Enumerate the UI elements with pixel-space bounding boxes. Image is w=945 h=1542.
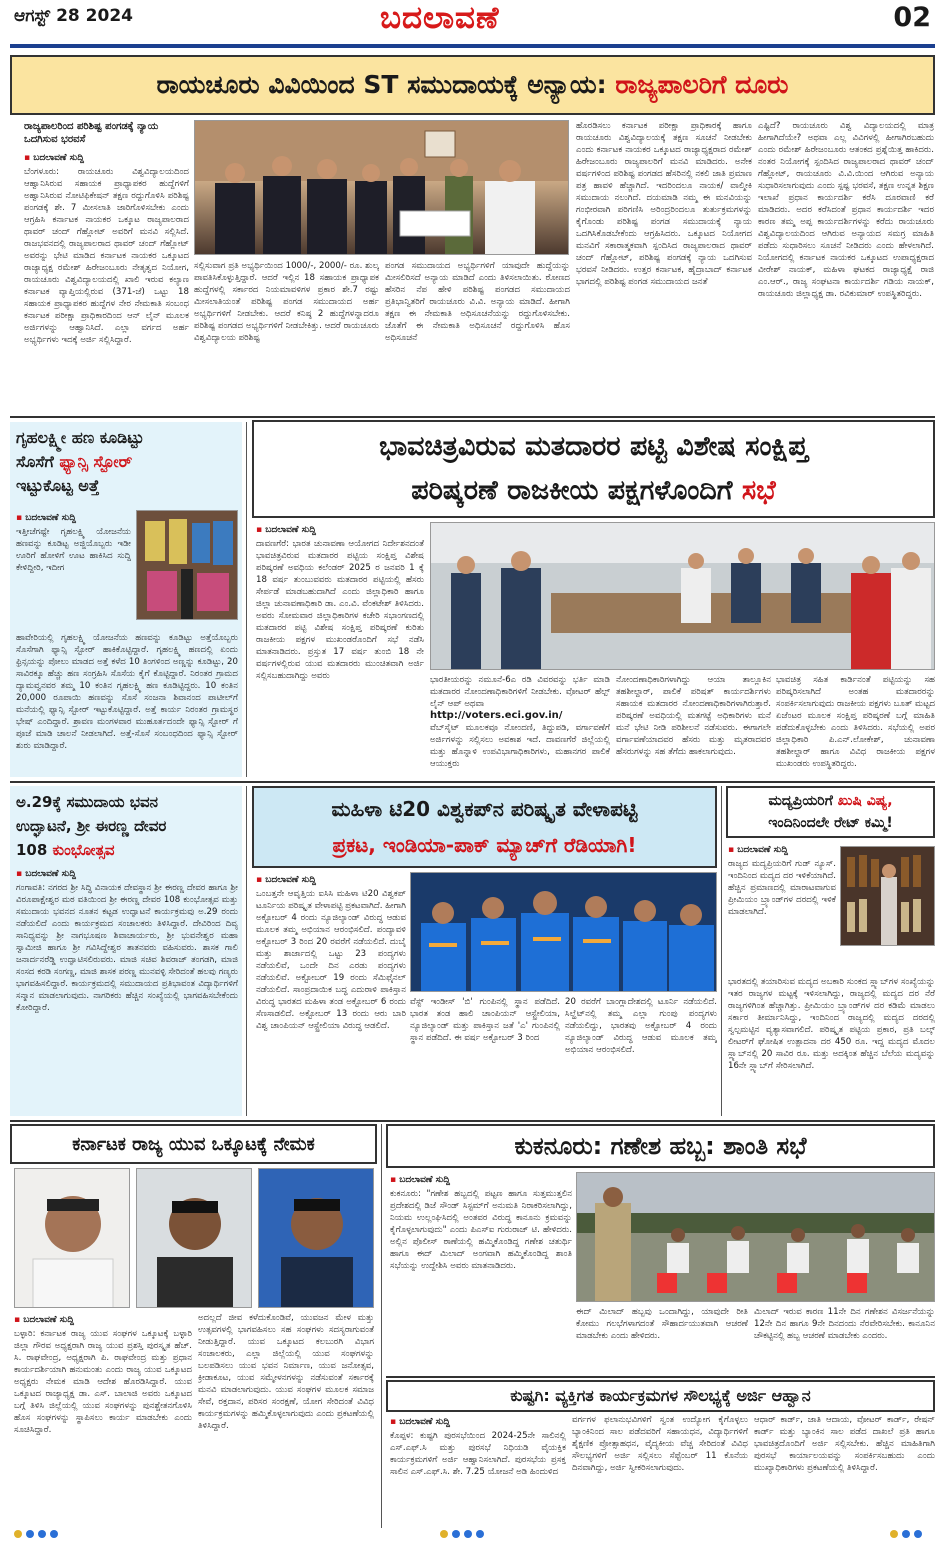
story6-lead-text: ರಾಜ್ಯದ ಮದ್ಯಪ್ರಿಯರಿಗೆ ಗುಡ್ ನ್ಯೂಸ್. ಇಂದಿನಿಂದ ಮದ್ಯದ ದರ ಇಳಿಕೆಯಾಗಿದೆ. ಹೆಚ್ಚಿನ ಪ್ರಮಾಣದಲ್ಲಿ ಮಾರಾಟವಾಗುವ ಪ್ರೀಮಿಯಂ ಬ್ರ್ಯಾಂಡ್‌ಗಳ ದರದಲ್ಲಿ ಇಳಿಕೆ ಮಾಡಲಾಗಿದೆ. (728, 859, 836, 917)
story3-byline: ▪ ಬದಲಾವಣೆ ಸುದ್ದಿ (256, 524, 424, 536)
liquor-shop-photo (840, 846, 935, 946)
story4 (10, 786, 242, 1116)
story5-headline-line2: ಪ್ರಕಟ, ಇಂಡಿಯಾ-ಪಾಕ್ ಮ್ಯಾಚ್‌ಗೆ ರೆಡಿಯಾಗಿ! (332, 833, 637, 857)
story4-byline: ▪ ಬದಲಾವಣೆ ಸುದ್ದಿ (16, 868, 238, 880)
story6-headline-accent: ಖುಷಿ ವಿಷ್ಯ, (837, 793, 893, 809)
story8-column-3: ಮಿಲಾದ್ ಇರುವ ಕಾರಣ 11ನೇ ದಿನ ಗಣೇಶನ ವಿಸರ್ಜನೆಯನ್ನು 12ನೇ ದಿನ ಹಾಗೂ 9ನೇ ದಿನದಂದು ನೆರವೇರಿಸಬೇಕು. ಕಾನೂನಿನ ಚೌಕಟ್ಟಿನಲ್ಲಿ ಹಬ್ಬ ಆಚರಣೆ ಮಾಡಬೇಕು ಎಂದರು. (754, 1307, 935, 1341)
story1-byline: ▪ ಬದಲಾವಣೆ ಸುದ್ದಿ (24, 152, 189, 164)
story1-column-5: ಎಷ್ಟಿದೆ? ರಾಯಚೂರು ವಿಶ್ವ ವಿದ್ಯಾಲಯದಲ್ಲಿ ಮಾತ್ರ ಹೀಗಾಗಿದೆಯೇ? ಅಥವಾ ಎಲ್ಲ ವಿವಿಗಳಲ್ಲಿ ಹೀಗಾಗಿರಬಹುದು ಎಂದು ರಮೇಶ್ ಹಿರೇಜಂಬೂರು ಆತಂಕದ ಪ್ರಶ್ನೆಯಿತ್ತ ಹಾಕಿದರು. ನಂತರ ನಿಯೋಗಕ್ಕೆ ಸ್ಪಂದಿಸಿದ ರಾಜ್ಯಪಾಲರಾದ ಥಾವರ್ ಚಂದ್ ಗೆಹ್ಲೋಟ್, ರಾಯಚೂರು ವಿ.ವಿ.ಯಿಂದ ಆಗಿರುವ ಅನ್ಯಾಯ ಸುಧಾರಿಸಲಾಗುವುದು ಎಂದು ಸ್ಪಷ್ಟ ಭರವಸೆ, ತಕ್ಷಣ ಉನ್ನತ ಶಿಕ್ಷಣ ಇಲಾಖೆ ಪ್ರಧಾನ ಕಾರ್ಯದರ್ಶಿ ಕರೆಸಿ ದೂರವಾಣಿ ಕರೆ ಮಾಡಿದರು. ಅದರ ಕರೆಸಿದಂತೆ ಪ್ರಧಾನ ಕಾರ್ಯದರ್ಶಿ ಇದರ ಕಾರಣ ತಮ್ಮ ಅಪ್ಪ ಕಾರ್ಯದರ್ಶಿಗಳನ್ನು ಕರೆದು ರಾಯಚೂರು ವಿಶ್ವವಿದ್ಯಾಲಯದಿಂದ ಆಗಿರುವ ಅನ್ಯಾಯದ ಸಮಗ್ರ ಮಾಹಿತಿ ಪಡೆದು ಸುಧಾರಿಸಲು ಸೂಚನೆ ನೀಡಿದರು ಎಂದು ಹೇಳಲಾಗಿದೆ. ನಿಯೋಗದಲ್ಲಿ ಕರ್ನಾಟಕ ನಾಯಕರ ಒಕ್ಕೂಟದ ಉಪಾಧ್ಯಕ್ಷರಾದ ವೀರೇಶ್ ನಾಯಕ್, ಮಹಿಳಾ ಘಟಕದ ರಾಜ್ಯಾಧ್ಯಕ್ಷೆ ರಾಜಿ ಎಂ.ಆರ್., ರಾಜ್ಯ ಸಂಘಟನಾ ಕಾರ್ಯದರ್ಶಿ ಗಡಿಯ ನಾಯಕ್, ರಾಯಚೂರು ಜಿಲ್ಲಾಧ್ಯಕ್ಷ ಡಾ. ರವಿಕುಮಾರ್ ಉಪಸ್ಥಿತರಿದ್ದರು. (758, 121, 934, 299)
story3-mid-text-2: ವೆಬ್‌ಸೈಟ್ ಮೂಲಕವೂ ನೋಂದಣಿ, ತಿದ್ದುಪಡಿ, ವರ್ಗಾವಣೆಗೆ ಅರ್ಜಿಗಳನ್ನು ಸಲ್ಲಿಸಲು ಅವಕಾಶ ಇದೆ. ದಾವಣಗೆರೆ ಜಿಲ್ಲೆಯಲ್ಲಿ ಮತ್ತು ಹೊನ್ನಾಳಿ ಉಪವಿಭಾಗಾಧಿಕಾರಿಗಳು, ಮಹಾನಗರ ಪಾಲಿಕೆ ಆಯುಕ್ತರು (430, 723, 610, 769)
story6-headline-line2: ಇಂದಿನಿಂದಲೇ ರೇಟ್ ಕಮ್ಮಿ! (768, 815, 893, 831)
story1-column-2: ಸಲ್ಲಿಸುವಾಗ ಪ್ರತಿ ಅಭ್ಯರ್ಥಿಯಿಂದ 1000/-, 2000/- ರೂ. ಶುಲ್ಕ ಪಾವತಿಸಿಕೊಳ್ಳುತ್ತಿದ್ದಾರೆ. ಆದರೆ ಇಲ್ಲಿನ 18 ಸಹಾಯಕ ಪ್ರಾಧ್ಯಾಪಕ ಹುದ್ದೆಗಳಲ್ಲಿ ಸರ್ಕಾರದ ನಿಯಮಾವಳಿಗಳ ಪ್ರಕಾರ ಶೇ.7 ರಷ್ಟು ಮೀಸಲಾತಿಯಂತೆ ಪರಿಶಿಷ್ಟ ಪಂಗಡ ಸಮುದಾಯದ ಅರ್ಹ ಅಭ್ಯರ್ಥಿಗಳಿಗೆ ನೀಡಬೇಕು. ಆದರೆ ಕನಿಷ್ಠ 2 ಹುದ್ದೆಗಳನ್ನಾದರೂ ಪರಿಶಿಷ್ಟ ಪಂಗಡದ ಅಭ್ಯರ್ಥಿಗಳಿಗೆ ನೀಡಬೇಕಿತ್ತು. ಆದರೆ ರಾಯಚೂರು ವಿಶ್ವವಿದ್ಯಾಲಯ ಪರಿಶಿಷ್ಟ (194, 261, 379, 343)
section-divider (10, 416, 935, 418)
story6-body: ಭಾರತದಲ್ಲಿ ತಯಾರಿಸುವ ಮದ್ಯದ ಅಬಕಾರಿ ಸುಂಕದ ಸ್ಲ್ಯಾಬ್‌ಗಳ ಸಂಖ್ಯೆಯನ್ನು ಇತರ ರಾಜ್ಯಗಳ ಮಟ್ಟಕ್ಕೆ ಇಳಿಸಲಾಗಿದ್ದು, ರಾಜ್ಯದಲ್ಲಿ ಮದ್ಯದ ದರ ನೆರೆ ರಾಜ್ಯಗಳಿಗಿಂತ ಹೆಚ್ಚಾಗಿತ್ತು. ಪ್ರೀಮಿಯಂ ಬ್ರ್ಯಾಂಡ್‌ಗಳ ದರ ಕಡಿಮೆ ಮಾಡಲು ಸರ್ಕಾರ ತೀರ್ಮಾನಿಸಿದ್ದು, ಇಂದಿನಿಂದ ರಾಜ್ಯದಲ್ಲಿ ಮದ್ಯದ ದರದಲ್ಲಿ ಸ್ವಲ್ಪಮಟ್ಟಿನ ವ್ಯತ್ಯಾಸವಾಗಲಿದೆ. ಪರಿಷ್ಕೃತ ಪಟ್ಟಿಯ ಪ್ರಕಾರ, ಪ್ರತಿ ಬಲ್ಕ್ ಲೀಟರ್‌ಗೆ ಘೋಷಿತ ಉತ್ಪಾದನಾ ದರ 450 ರೂ. ಇದ್ದ ಮದ್ಯದ ಮೊದಲ ಸ್ಲ್ಯಾಬ್‌ನಲ್ಲಿ 20 ಸಾವಿರ ರೂ. ಮತ್ತು ಅದಕ್ಕಿಂತ ಹೆಚ್ಚಿನ ಬೆಲೆಯ ಮದ್ಯವನ್ನು 16ನೇ ಸ್ಲ್ಯಾಬ್‌ಗೆ ಸೇರಿಸಲಾಗಿದೆ. (728, 977, 935, 1071)
story9-body (386, 1414, 935, 1526)
story3-column-3: ನೋಂದಣಾಧಿಕಾರಿಗಳಾಗಿದ್ದು ಆಯಾ ತಾಲ್ಲೂಕಿನ ತಹಶೀಲ್ದಾರ್, ಪಾಲಿಕೆ ಪರಿಷತ್ ಕಾರ್ಯದರ್ಶಿಗಳು ಸಹಾಯಕ ಮತದಾರರ ನೋಂದಣಾಧಿಕಾರಿಗಳಾಗಿರುತ್ತಾರೆ. ಪರಿಷ್ಕರಣೆ ಅವಧಿಯಲ್ಲಿ ಮತಗಟ್ಟೆ ಅಧಿಕಾರಿಗಳು ಮನೆ ಮನೆ ಭೇಟಿ ನೀಡಿ ಪರಿಶೀಲನೆ ನಡೆಸುವರು. ಈಗಾಗಲೇ ವರ್ಗಾವಣೆಯಾದವರ ಹೆಸರು ಮತ್ತು ಮೃತರಾದವರ ಹೆಸರುಗಳನ್ನು ಸಹ ತೆಗೆದು ಹಾಕಲಾಗುವುದು. (616, 675, 771, 757)
section-divider (10, 781, 935, 783)
cricket-team-photo (410, 872, 717, 992)
story2-headline-line3: ಇಟ್ಟುಕೊಟ್ಟ ಅತ್ತೆ (16, 476, 100, 495)
story6-headline-line1: ಮದ್ಯಪ್ರಿಯರಿಗೆ (768, 793, 833, 809)
section-divider (386, 1376, 935, 1378)
story4-headline-line1: ಅ.29ಕ್ಕೆ ಸಮುದಾಯ ಭವನ (16, 793, 158, 811)
story1-headline-accent: ರಾಜ್ಯಪಾಲರಿಗೆ ದೂರು (615, 70, 789, 99)
story2-body: ಹಾವೇರಿಯಲ್ಲಿ ಗೃಹಲಕ್ಷ್ಮಿ ಯೋಜನೆಯ ಹಣವನ್ನು ಕೂಡಿಟ್ಟು ಅತ್ತೆಯೊಬ್ಬರು ಸೊಸೆಗಾಗಿ ಫ್ಯಾನ್ಸಿ ಸ್ಟೋರ್ ಹಾಕಿಕೊಟ್ಟಿದ್ದಾರೆ. ಗೃಹಲಕ್ಷ್ಮಿ ಹಣದಲ್ಲಿ ಏಂದು ಫ್ರಿನ್ಸಯನ್ನು ಪೋಲು ಮಾಡದ ಅತ್ತೆ ಕಳೆದ 10 ತಿಂಗಳಿಂದ ಅಣ್ಣನ್ನು ಕೂಡಿಟ್ಟು, 20 ಸಾವಿರಕ್ಕೂ ಹೆಚ್ಚು ಹಣ ಸಂಗ್ರಹಿಸಿ ಸೊಸೆಯ ಕೈಗೆ ಕೊಟ್ಟಿದ್ದಾರೆ. ನಿರಂತರ ಗ್ರಾಮದ ದ್ಯಾಮವ್ವನವರ ತಮ್ಮ 10 ಕಂತಿನ ಗೃಹಲಕ್ಷ್ಮಿ ಹಣ ಕೂಡಿಟ್ಟಿದ್ದರು. 10 ಕಂತಿನ 20,000 ರೂಪಾಯಿ ಹಣವನ್ನು ಸೊಸೆ ಸಂಜನಾ ಶಿವಾನಂದ ಪಾಟೀಲ್‌ಗೆ ಮನೆಯಲ್ಲಿ ಫ್ಯಾನ್ಸಿ ಸ್ಟೋರ್ ಇಟ್ಟುಕೊಟ್ಟಿದ್ದಾರೆ. ಅತ್ತೆ ಕಾರ್ಯ ನಿರಂತರ ಗ್ರಾಮಸ್ಥರ ಭೇಷ್ ಎಂದಿದ್ದಾರೆ. ಶ್ರಾವಣ ಮಂಗಳವಾರ ಮುಹೂರ್ತದಂದೇ ಫ್ಯಾನ್ಸಿ ಸ್ಟೋರ್ ಗೆ ಪೂಜೆ ಮಾಡಿ ಚಾಲನೆ ನೀಡಲಾಗಿದೆ. ಅತ್ತೆ-ಸೊಸೆ ಸಂಬಂಧದಿಂದ ಫ್ಯಾನ್ಸಿ ಸ್ಟೋರ್ ಶುರು ಮಾಡಿದ್ದಾರೆ. (16, 633, 238, 751)
story1-headline-main: ರಾಯಚೂರು ವಿವಿಯಿಂದ ST ಸಮುದಾಯಕ್ಕೆ ಅನ್ಯಾಯ: (156, 70, 607, 99)
story7-column-2: ಅದಲ್ಲದೆ ಜೀವ ಕಳೆದುಕೊಂಡಿವೆ, ಯುವಜನ ಮೇಳ ಮತ್ತು ಉತ್ಸವಗಳಲ್ಲಿ ಭಾಗವಹಿಸಲು ಸಹ ಸಂಘಗಳು ಸದಸ್ಯರಾಗುವಂತೆ ನೀಡುತ್ತಿದ್ದಾರೆ. ಯುವ ಒಕ್ಕೂಟದ ಕಲಬುರಗಿ ವಿಭಾಗ ಸಂಚಾಲಕರು, ಎಲ್ಲಾ ಜಿಲ್ಲೆಯಲ್ಲಿ ಯುವ ಸಂಘಗಳನ್ನು ಬಲಪಡಿಸಲು ಯುವ ಭವನ ನಿರ್ಮಾಣ, ಯುವ ಜನೋತ್ಸವ, ಕ್ರೀಡಾಕೂಟ, ಯುವ ಸಮ್ಮೇಳನಗಳನ್ನು ನಡೆಸುವಂತೆ ಸರ್ಕಾರಕ್ಕೆ ಮನವಿ ಮಾಡಲಾಗುವುದು. ಯುವ ಸಂಘಗಳ ಮೂಲಕ ಸಮಾಜ ಸೇವೆ, ರಕ್ತದಾನ, ಪರಿಸರ ಸಂರಕ್ಷಣೆ, ಯೋಗ ಸೇರಿದಂತೆ ವಿವಿಧ ಕಾರ್ಯಕ್ರಮಗಳನ್ನು ಹಮ್ಮಿಕೊಳ್ಳಲಾಗುವುದು ಎಂದು ಪ್ರಕಟಣೆಯಲ್ಲಿ ತಿಳಿಸಿದ್ದಾರೆ. (198, 1313, 374, 1431)
story4-headline-accent: ಕುಂಭೋತ್ಸವ (52, 841, 115, 859)
story3-body (252, 522, 935, 777)
story9-byline: ▪ ಬದಲಾವಣೆ ಸುದ್ದಿ (390, 1416, 566, 1428)
story8-column-2: ಈದ್ ಮಿಲಾದ್ ಹಬ್ಬವು ಒಂದಾಗಿದ್ದು, ಯಾವುದೇ ರೀತಿ ಕೋಮು ಗಲಭೆಗಳಾಗದಂತೆ ಸೌಹಾರ್ದಯುತವಾಗಿ ಆಚರಣೆ ಮಾಡಬೇಕು ಎಂದು ಹೇಳಿದರು. (576, 1307, 748, 1341)
story2 (10, 422, 242, 777)
story5-byline: ▪ ಬದಲಾವಣೆ ಸುದ್ದಿ (256, 874, 406, 886)
story3-headline-line2: ಪರಿಷ್ಕರಣೆ ರಾಜಕೀಯ ಪಕ್ಷಗಳೊಂದಿಗೆ (411, 475, 733, 506)
story9-column-2: ವರ್ಗಗಳ ಫಲಾನುಭವಿಗಳಿಗೆ ಸ್ವಂತ ಉದ್ಯೋಗ ಕೈಗೊಳ್ಳಲು ಬ್ಯಾಂಕಿನಿಂದ ಸಾಲ ಪಡೆದವರಿಗೆ ಸಹಾಯಧನ, ವಿದ್ಯಾರ್ಥಿಗಳಿಗೆ ಶೈಕ್ಷಣಿಕ ಪ್ರೋತ್ಸಾಹಧನ, ವೈದ್ಯಕೀಯ ವೆಚ್ಚ ಸೇರಿದಂತೆ ವಿವಿಧ ಸೌಲಭ್ಯಗಳಿಗೆ ಅರ್ಜಿ ಸಲ್ಲಿಸಲು ಸೆಪ್ಟೆಂಬರ್ 11 ಕೊನೆಯ ದಿನವಾಗಿದ್ದು, ಅರ್ಜಿ ಸ್ವೀಕರಿಸಲಾಗುವುದು. (572, 1415, 748, 1473)
story1-text-1: ಬೆಂಗಳೂರು: ರಾಯಚೂರು ವಿಶ್ವವಿದ್ಯಾಲಯದಿಂದ ಆಹ್ವಾನಿಸಿರುವ ಸಹಾಯಕ ಪ್ರಾಧ್ಯಾಪಕರ ಹುದ್ದೆಗಳಿಗೆ ಅಹ್ವಾನಿಸಿರುವ ನೋಟಿಫಿಕೇಷನ್ ತಕ್ಷಣ ರದ್ದುಗೊಳಿಸಿ ಪರಿಶಿಷ್ಟ ಪಂಗಡಕ್ಕೆ ಶೇ. 7 ಮೀಸಲಾತಿ ಜಾರಿಗೊಳಿಸಬೇಕು ಎಂದು ಆಗ್ರಹಿಸಿ ಕರ್ನಾಟಕ ನಾಯಕರ ಒಕ್ಕೂಟ ರಾಜ್ಯಪಾಲರಾದ ಥಾವರ್ ಚಂದ್ ಗೆಹ್ಲೋಟ್ ಅವರಿಗೆ ಮನವಿ ಸಲ್ಲಿಸಿದೆ. ರಾಜಭವನದಲ್ಲಿ ರಾಜ್ಯಪಾಲರಾದ ಥಾವರ್ ಚಂದ್ ಗೆಹ್ಲೋಟ್ ಅವರನ್ನು ಭೇಟಿ ಮಾಡಿದ ಕರ್ನಾಟಕ ನಾಯಕರ ಒಕ್ಕೂಟದ ರಾಜ್ಯಾಧ್ಯಕ್ಷ ರಮೇಶ್ ಹಿರೇಜಂಬೂರು ನೇತೃತ್ವದ ನಿಯೋಗ, ರಾಯಚೂರು ವಿಶ್ವವಿದ್ಯಾಲಯದಲ್ಲಿ ಖಾಲಿ ಇರುವ ಕಲ್ಯಾಣ ಕರ್ನಾಟಕ ವ್ಯಾಪ್ತಿಯಲ್ಲಿರುವ (371-ಜೆ) ಒಟ್ಟು 18 ಸಹಾಯಕ ಪ್ರಾಧ್ಯಾಪಕರ ಹುದ್ದೆಗಳ ನೇರ ನೇಮಕಾತಿ ಸಂಬಂಧ ಕರ್ನಾಟಕ ಪರೀಕ್ಷಾ ಪ್ರಾಧಿಕಾರದಿಂದ ಆನ್ ಲೈನ್ ಮೂಲಕ ಅರ್ಜಿಗಳನ್ನು ಆಹ್ವಾನಿಸಿದೆ. ಎಲ್ಲಾ ವರ್ಗದ ಅರ್ಹ ಅಭ್ಯರ್ಥಿಗಳು ಇದಕ್ಕೆ ಅರ್ಜಿ ಸಲ್ಲಿಸಿದ್ದಾರೆ. (24, 167, 189, 345)
story5-text-1: ಒಂಬತ್ತನೇ ಆವೃತ್ತಿಯ ಐಸಿಸಿ ಮಹಿಳಾ ಟಿ20 ವಿಶ್ವಕಪ್ ಟೂರ್ನಿಯ ಪರಿಷ್ಕೃತ ವೇಳಾಪಟ್ಟಿ ಪ್ರಕಟವಾಗಿದೆ. ಹೀಗಾಗಿ ಅಕ್ಟೋಬರ್ 4 ರಂದು ನ್ಯೂಜಿಲ್ಯಾಂಡ್ ವಿರುದ್ಧ ಆಡುವ ಮೂಲಕ ತಮ್ಮ ಅಭಿಯಾನ ಆರಂಭಿಸಲಿದೆ. ಪಂದ್ಯಾವಳಿ ಅಕ್ಟೋಬರ್ 3 ರಿಂದ 20 ರವರೆಗೆ ನಡೆಯಲಿದೆ. ದುಬೈ ಮತ್ತು ಶಾರ್ಜಾದಲ್ಲಿ ಒಟ್ಟು 23 ಪಂದ್ಯಗಳು ನಡೆಯಲಿವೆ, ಒಂದೇ ದಿನ ಎರಡು ಪಂದ್ಯಗಳು ನಡೆಯಲಿವೆ. ಅಕ್ಟೋಬರ್ 19 ರಂದು ಸೆಮಿಫೈನಲ್ ನಡೆಯಲಿದೆ. ಸಾಂಪ್ರದಾಯಿಕ ಬದ್ಧ ಎದುರಾಳಿ ಪಾಕಿಸ್ತಾನ ವಿರುದ್ಧ ಭಾರತದ ಮಹಿಳಾ ತಂಡ ಅಕ್ಟೋಬರ್ 6 ರಂದು ಸೆಣಸಾಡಲಿದೆ. ಅಕ್ಟೋಬರ್ 13 ರಂದು ಆರು ಬಾರಿ ವಿಶ್ವ ಚಾಂಪಿಯನ್ ಆಸ್ಟ್ರೇಲಿಯಾ ವಿರುದ್ಧ ಆಡಲಿದೆ. (256, 889, 406, 1031)
story1-kicker: ರಾಜ್ಯಪಾಲರಿಂದ ಪರಿಶಿಷ್ಟ ಪಂಗಡಕ್ಕೆ ನ್ಯಾಯ ಒದಗಿಸುವ ಭರವಸೆ (24, 121, 159, 145)
story5-body (252, 872, 717, 1116)
fancy-store-photo (136, 510, 238, 620)
footer-dots-center (440, 1530, 484, 1538)
story5-column-1 (256, 872, 406, 1116)
story3-column-1 (256, 522, 424, 777)
story6 (726, 786, 935, 1116)
story5-column-2: ವೆಸ್ಟ್ ಇಂಡೀಸ್ 'ಬಿ' ಗುಂಪಿನಲ್ಲಿ ಸ್ಥಾನ ಪಡೆದಿದೆ. ಭಾರತ ತಂಡ ಹಾಲಿ ಚಾಂಪಿಯನ್ ಆಸ್ಟ್ರೇಲಿಯಾ, ನ್ಯೂಜಿಲ್ಯಾಂಡ್ ಮತ್ತು ಪಾಕಿಸ್ತಾನ ಜತೆ 'ಎ' ಗುಂಪಿನಲ್ಲಿ ಸ್ಥಾನ ಪಡೆದಿದೆ. ಈ ವರ್ಷ ಅಕ್ಟೋಬರ್ 3 ರಿಂದ (410, 997, 560, 1043)
story4-headline-number: 108 (16, 841, 48, 859)
column-divider (721, 786, 722, 1116)
story6-headline (726, 786, 935, 838)
story8-headline: ಕುಕನೂರು: ಗಣೇಶ ಹಬ್ಬ: ಶಾಂತಿ ಸಭೆ (386, 1124, 935, 1168)
story3-headline (252, 420, 935, 518)
newspaper-logo: ಬದಲಾವಣೆ (380, 0, 500, 36)
masthead-rule (10, 44, 935, 48)
story8-column-1 (390, 1172, 572, 1372)
story3-column-4: ಭಾವಚಿತ್ರ ಸಹಿತ ಕಾರ್ಡಿನಂತೆ ಪಟ್ಟಿಯನ್ನು ಸಹ ಪರಿಷ್ಕರಿಸಲಾಗಿದೆ ಅಂತಹ ಮತದಾರರನ್ನು ಸಂಪರ್ಕಿಸಲಾಗುವುದು ರಾಜಕೀಯ ಪಕ್ಷಗಳು ಬೂತ್ ಮಟ್ಟದ ಏಜೆಂಟರ ಮೂಲಕ ಸಂಕ್ಷಿಪ್ತ ಪರಿಷ್ಕರಣೆ ಬಗ್ಗೆ ಮಾಹಿತಿ ಪಡೆದುಕೊಳ್ಳಬೇಕು ಎಂದು ತಿಳಿಸಿದರು. ಸಭೆಯಲ್ಲಿ ಅಪರ ಜಿಲ್ಲಾಧಿಕಾರಿ ಪಿ.ಎನ್.ಲೋಕೇಶ್, ಚುನಾವಣಾ ತಹಶೀಲ್ದಾರ್ ಹಾಗೂ ವಿವಿಧ ರಾಜಕೀಯ ಪಕ್ಷಗಳ ಮುಖಂಡರು ಉಪಸ್ಥಿತರಿದ್ದರು. (776, 675, 935, 769)
story4-text: ಗಂಗಾವತಿ: ನಗರದ ಶ್ರೀ ಸಿದ್ಧಿ ವಿನಾಯಕ ದೇವಸ್ಥಾನ ಶ್ರೀ ಈರಣ್ಣ ದೇವರ ಹಾಗೂ ಶ್ರೀ ವಿರೂಪಾಕ್ಷೇಶ್ವರ ಮಠ ವತಿಯಿಂದ ಶ್ರೀ ಈರಣ್ಣ ದೇವರ 108 ಕುಂಭೋತ್ಸವ ಮತ್ತು ಸಮುದಾಯ ಭವನದ ನೂತನ ಕಟ್ಟಡ ಉದ್ಘಾಟನೆ ಕಾರ್ಯಕ್ರಮವು ಅ.29 ರಂದು ನಡೆಯಲಿದೆ ಎಂದು ಕಾರ್ಯಕ್ರಮದ ಸಂಚಾಲಕರು ತಿಳಿಸಿದ್ದಾರೆ. ದೇವಿರಿಂದ ದಿವ್ಯ ಸಾನಿಧ್ಯವನ್ನು ಶ್ರೀ ನಾಗಭೂಷಣ ಶಿವಾಚಾರ್ಯರು, ಶ್ರೀ ಭುವನೇಶ್ವರ ಮಹಾ ಸ್ವಾಮೀಜಿ ಹಾಗೂ ಶ್ರೀ ಗವಿಸಿದ್ದೇಶ್ವರ ತಾತನವರು ವಹಿಸುವರು. ಶಾಸಕ ಗಾಲಿ ಜನಾರ್ದನರೆಡ್ಡಿ ಉದ್ಘಾಟಿಸಲಿರುವರು. ಮಾಜಿ ಸಚಿವ ಶಿವರಾಜ್ ತಂಗಡಗಿ, ಮಾಜಿ ಸಂಸದ ಕರಡಿ ಸಂಗಣ್ಣ, ಮಾಜಿ ಶಾಸಕ ಪರಣ್ಣ ಮುನವಳ್ಳಿ ಸೇರಿದಂತೆ ಹಲವು ಗಣ್ಯರು ಭಾಗವಹಿಸಲಿದ್ದಾರೆ. ಕಾರ್ಯಕ್ರಮದಲ್ಲಿ ಸಮುದಾಯದ ಪ್ರತಿಭಾವಂತ ವಿದ್ಯಾರ್ಥಿಗಳಿಗೆ ಸನ್ಮಾನ ಮಾಡಲಾಗುವುದು. ನಾಗರಿಕರು ಹೆಚ್ಚಿನ ಸಂಖ್ಯೆಯಲ್ಲಿ ಭಾಗವಹಿಸಬೇಕೆಂದು ಕೋರಿದ್ದಾರೆ. (16, 883, 238, 1013)
story2-byline: ▪ ಬದಲಾವಣೆ ಸುದ್ದಿ (16, 512, 131, 524)
member-portrait-3 (258, 1168, 374, 1308)
voter-meeting-photo (430, 522, 935, 670)
story7-text-1: ಬಳ್ಳಾರಿ: ಕರ್ನಾಟಕ ರಾಜ್ಯ ಯುವ ಸಂಘಗಳ ಒಕ್ಕೂಟಕ್ಕೆ ಬಳ್ಳಾರಿ ಜಿಲ್ಲಾ ಗೌರವ ಅಧ್ಯಕ್ಷರಾಗಿ ರಾಜ್ಯ ಯುವ ಪ್ರಶಸ್ತಿ ಪುರಸ್ಕೃತ ಹೆಚ್. ಸಿ. ರಾಘವೇಂದ್ರ, ಅಧ್ಯಕ್ಷರಾಗಿ ಪಿ. ರಾಘವೇಂದ್ರ ಮತ್ತು ಪ್ರಧಾನ ಕಾರ್ಯದರ್ಶಿಯಾಗಿ ಹನುಮಂತು ಎಂದು ರಾಜ್ಯ ಯುವ ಒಕ್ಕೂಟದ ಅಧ್ಯಕ್ಷರು ನೇಮಕ ಮಾಡಿ ಆದೇಶ ಹೊರಡಿಸಿದ್ದಾರೆ. ಯುವ ಒಕ್ಕೂಟದ ರಾಜ್ಯಾಧ್ಯಕ್ಷ ಡಾ. ಎಸ್. ಬಾಲಾಜಿ ಅವರು ಒಕ್ಕೂಟದ ಬಗ್ಗೆ ತಿಳಿಸಿ ಜಿಲ್ಲೆಯಲ್ಲಿ ಯುವ ಸಂಘಗಳನ್ನು ಪುನಶ್ಚೇತನಗೊಳಿಸಿ ಹೊಸ ಸಂಘಗಳನ್ನು ಸ್ಥಾಪಿಸಲು ಕಾರ್ಯ ಮಾಡಬೇಕು ಎಂದು ಸೂಚಿಸಿದ್ದಾರೆ. (14, 1329, 192, 1435)
story9-column-3: ಆಧಾರ್ ಕಾರ್ಡ್, ಜಾತಿ ಆದಾಯ, ವೋಟರ್ ಕಾರ್ಡ್, ರೇಷನ್ ಕಾರ್ಡ್ ಮತ್ತು ಬ್ಯಾಂಕಿನ ಸಾಲ ಪಡೆದ ದಾಖಲೆ ಪ್ರತಿ ಹಾಗೂ ಭಾವಚಿತ್ರದೊಂದಿಗೆ ಅರ್ಜಿ ಸಲ್ಲಿಸಬೇಕು. ಹೆಚ್ಚಿನ ಮಾಹಿತಿಗಾಗಿ ಪುರಸಭೆ ಕಾರ್ಯಾಲಯವನ್ನು ಸಂಪರ್ಕಿಸಬಹುದು ಎಂದು ಮುಖ್ಯಾಧಿಕಾರಿಗಳು ಪ್ರಕಟಣೆಯಲ್ಲಿ ತಿಳಿಸಿದ್ದಾರೆ. (754, 1415, 935, 1473)
voter-portal-link[interactable]: http://voters.eci.gov.in/ (430, 710, 563, 721)
story9-text-1: ಕೊಪ್ಪಳ: ಕುಷ್ಟಗಿ ಪುರಸಭೆಯಿಂದ 2024-25ನೇ ಸಾಲಿನಲ್ಲಿ ಎಸ್.ಎಫ್.ಸಿ ಮತ್ತು ಪುರಸಭೆ ನಿಧಿಯಡಿ ವೈಯಕ್ತಿಕ ಕಾರ್ಯಕ್ರಮಗಳಿಗೆ ಅರ್ಜಿ ಆಹ್ವಾನಿಸಲಾಗಿದೆ. ಪುರಸಭೆಯ ಪ್ರಸಕ್ತ ಸಾಲಿನ ಎಸ್.ಎಫ್.ಸಿ. ಶೇ. 7.25 ಯೋಜನೆ ಅಡಿ ಹಿಂದುಳಿದ (390, 1431, 566, 1477)
edition-date: ಆಗಸ್ಟ್ 28 2024 (14, 6, 133, 26)
page-number: 02 (893, 2, 931, 33)
story1-headline (10, 55, 935, 115)
story3-lead-text: ದಾವಣಗೆರೆ: ಭಾರತ ಚುನಾವಣಾ ಆಯೋಗದ ನಿರ್ದೇಶನದಂತೆ ಭಾವಚಿತ್ರವಿರುವ ಮತದಾರರ ಪಟ್ಟಿಯ ಸಂಕ್ಷಿಪ್ತ ವಿಶೇಷ ಪರಿಷ್ಕರಣೆ ಅವಧಿಯ ಕಲೆಂಡರ್ 2025 ರ ಜನವರಿ 1 ಕ್ಕೆ 18 ವರ್ಷ ತುಂಬುವವರು ಮತದಾರರ ಪಟ್ಟಿಯಲ್ಲಿ ಹೆಸರು ಸೇರ್ಪಡೆ ಮಾಡಬಹುದಾಗಿದೆ ಎಂದು ಜಿಲ್ಲಾಧಿಕಾರಿ ಹಾಗೂ ಜಿಲ್ಲಾ ಚುನಾವಣಾಧಿಕಾರಿ ಡಾ. ಎಂ.ವಿ. ವೆಂಕಟೇಶ್ ತಿಳಿಸಿದರು. ಅವರು ಸೋಮವಾರ ಜಿಲ್ಲಾಧಿಕಾರಿಗಳ ಕಚೇರಿ ಸಭಾಂಗಣದಲ್ಲಿ ಮತದಾರರ ಪಟ್ಟಿ ವಿಶೇಷ ಸಂಕ್ಷಿಪ್ತ ಪರಿಷ್ಕರಣೆ ಕುರಿತು ರಾಜಕೀಯ ಪಕ್ಷಗಳ ಮುಖಂಡರೊಂದಿಗೆ ಸಭೆ ನಡೆಸಿ ಮಾತನಾಡಿದರು. ಪ್ರಸ್ತುತ 17 ವರ್ಷ ತುಂಬಿ 18 ನೇ ವರ್ಷಗಳಲ್ಲಿರುವ ಯುವ ಮತದಾರರು ಮುಂಚಿತವಾಗಿ ಅರ್ಜಿ ಸಲ್ಲಿಸಬಹುದಾಗಿದ್ದು ಅವರು (256, 539, 424, 681)
footer-dots-left (14, 1530, 58, 1538)
story2-lead (16, 510, 131, 630)
story3-column-2 (430, 674, 610, 777)
governor-meeting-photo (194, 120, 569, 255)
story1-column-3: ಪಂಗಡ ಸಮುದಾಯದ ಅಭ್ಯರ್ಥಿಗಳಿಗೆ ಯಾವುದೇ ಹುದ್ದೆಯನ್ನು ಮೀಸಲಿರಿಸದೆ ಅನ್ಯಾಯ ಮಾಡಿದೆ ಎಂದು ತಿಳಿಸಲಾಯಿತು. ಠೋಣದ ಹೆಸರಿನ ನೆಪ ಹೇಳಿ ಪರಿಶಿಷ್ಟ ಪಂಗಡದ ಸಮುದಾಯದ ಪ್ರತಿಭಾನ್ವಿತರಿಗೆ ರಾಯಚೂರು ವಿ.ವಿ. ಅನ್ಯಾಯ ಮಾಡಿದೆ. ಹೀಗಾಗಿ ತಕ್ಷಣ ಈ ನೇಮಕಾತಿ ಅಧಿಸೂಚನೆಯನ್ನು ರದ್ದುಗೊಳಿಸಬೇಕು. ಜೊತೆಗೆ ಈ ನೇಮಕಾತಿ ಅಧಿಸೂಚನೆ ರದ್ದುಗೊಳಿಸಿ ಹೊಸ ಅಧಿಸೂಚನೆ (385, 261, 570, 343)
story5-column-3: 20 ರವರೆಗೆ ಬಾಂಗ್ಲಾದೇಶದಲ್ಲಿ ಟೂರ್ನಿ ನಡೆಯಲಿದೆ. ಸಿಲ್ಹೆಟ್‌ನಲ್ಲಿ ತಮ್ಮ ಎಲ್ಲಾ ಗುಂಪು ಪಂದ್ಯಗಳು ನಡೆಯಲಿದ್ದು, ಭಾರತವು ಅಕ್ಟೋಬರ್ 4 ರಂದು ನ್ಯೂಜಿಲ್ಯಾಂಡ್ ವಿರುದ್ಧ ಆಡುವ ಮೂಲಕ ತಮ್ಮ ಅಭಿಯಾನ ಆರಂಭಿಸಲಿದೆ. (565, 997, 717, 1055)
story6-lead (728, 842, 836, 972)
story2-headline (16, 426, 238, 498)
story1-column-4: ಹೊರಡಿಸಲು ಕರ್ನಾಟಕ ಪರೀಕ್ಷಾ ಪ್ರಾಧಿಕಾರಕ್ಕೆ ಹಾಗೂ ರಾಯಚೂರು ವಿಶ್ವವಿದ್ಯಾಲಯಕ್ಕೆ ತಕ್ಷಣ ಸೂಚನೆ ನೀಡಬೇಕು ಎಂದು ಕರ್ನಾಟಕ ನಾಯಕರ ಒಕ್ಕೂಟದ ರಾಜ್ಯಾಧ್ಯಕ್ಷರಾದ ರಮೇಶ್ ಹಿರೇಜಂಬೂರು ರಾಜ್ಯಪಾಲರಿಗೆ ಮನವಿ ಮಾಡಿದರು. ಅನೇಕ ವರ್ಷಗಳಿಂದ ಪರಿಶಿಷ್ಟ ಪಂಗಡದ ಹೆಸರಿನಲ್ಲಿ ನಕಲಿ ಜಾತಿ ಪ್ರಮಾಣ ಪತ್ರ ಹಾವಳಿ ಹೆಚ್ಚಾಗಿದೆ. ಇದರಿಂದಲೂ ನಾಯಕ/ ವಾಲ್ಮೀಕಿ ಸಮುದಾಯ ನಲುಗಿದೆ. ದಯಮಾಡಿ ನಮ್ಮ ಈ ಮನವಿಯನ್ನು ಗಂಭೀರವಾಗಿ ಪರಿಗಣಿಸಿ ಅರಿಂದ್ರರಿಂದಲೂ ತುರ್ತುಕ್ರಮಗಳನ್ನು ಕೈಗೊಂಡು ಪರಿಶಿಷ್ಟ ಪಂಗಡ ಸಮುದಾಯಕ್ಕೆ ನ್ಯಾಯ ಒದಗಿಸಿಕೊಡಬೇಕೆಂದು ಆಗ್ರಹಿಸಿದರು. ಒಕ್ಕೂಟದ ನಿಯೋಗದ ಮನವಿಗೆ ಸಕಾರಾತ್ಮಕವಾಗಿ ಸ್ಪಂದಿಸಿದ ರಾಜ್ಯಪಾಲರಾದ ಥಾವರ್ ಚಂದ್ ಗೆಹ್ಲೋಟ್, ಪರಿಶಿಷ್ಟ ಪಂಗಡಕ್ಕೆ ನ್ಯಾಯ ಒದಗಿಸುವ ಭರವಸೆ ನೀಡಿದರು. ಉತ್ತರ ಕರ್ನಾಟಕ, ಹೈದ್ರಾಬಾದ್ ಕರ್ನಾಟಕ ಭಾಗದಲ್ಲಿ ಪರಿಶಿಷ್ಟ ಪಂಗಡ ಸಮುದಾಯದ ಜನತೆ (576, 121, 752, 287)
story8-byline: ▪ ಬದಲಾವಣೆ ಸುದ್ದಿ (390, 1174, 572, 1186)
peace-meeting-photo (576, 1172, 935, 1302)
story8-body (386, 1172, 935, 1372)
column-divider (381, 1124, 382, 1528)
footer-dots-right (890, 1530, 922, 1538)
story4-body (16, 866, 238, 1114)
story4-headline-line2: ಉದ್ಘಾಟನೆ, ಶ್ರೀ ಈರಣ್ಣ ದೇವರ (16, 817, 167, 835)
story8-lead-text: ಕುಕನೂರು: "ಗಣೇಶ ಹಬ್ಬದಲ್ಲಿ ಪಟ್ಟಣ ಹಾಗೂ ಸುತ್ತಮುತ್ತಲಿನ ಪ್ರದೇಶದಲ್ಲಿ ಡಿಜೆ ಸೌಂಡ್ ಸಿಸ್ಟಮ್‌ಗೆ ಅನುಮತಿ ನಿರಾಕರಿಸಲಾಗಿದ್ದು, ನಿಯಮ ಉಲ್ಲಂಘಿಸಿದಲ್ಲಿ ಅಂತವರ ವಿರುದ್ಧ ಕಾನೂನು ಕ್ರಮವನ್ನು ಕೈಗೊಳ್ಳಲಾಗುವುದು" ಎಂದು ಪಿಎಸ್‌ಐ ಗುರುರಾಜ್ ಟಿ. ಹೇಳಿದರು. ಅಲ್ಲಿನ ಪೊಲೀಸ್ ಠಾಣೆಯಲ್ಲಿ ಹಮ್ಮಿಕೊಂಡಿದ್ದ ಗಣೇಶ ಚತುರ್ಥಿ ಹಾಗೂ ಈದ್ ಮಿಲಾದ್ ಅಂಗವಾಗಿ ಹಮ್ಮಿಕೊಂಡಿದ್ದ ಶಾಂತಿ ಸಭೆಯನ್ನು ಉದ್ದೇಶಿಸಿ ಅವರು ಮಾತನಾಡಿದರು. (390, 1189, 572, 1271)
story3-headline-line1: ಭಾವಚಿತ್ರವಿರುವ ಮತದಾರರ ಪಟ್ಟಿ ವಿಶೇಷ ಸಂಕ್ಷಿಪ್ತ (379, 431, 808, 462)
story3-mid-text: ಭಾರತೀಯರನ್ನು ನಮೂನೆ-6ಎ ರಡಿ ವಿವರವನ್ನು ಭರ್ತಿ ಮಾಡಿ ಮತದಾರರ ನೋಂದಣಾಧಿಕಾರಿಗಳಿಗೆ ನೀಡಬೇಕು. ವೋಟರ್ ಹೆಲ್ಪ್ ಲೈನ್ ಆಪ್ ಅಥವಾ (430, 675, 610, 709)
story7-byline: ▪ ಬದಲಾವಣೆ ಸುದ್ದಿ (14, 1314, 192, 1326)
story5-headline (252, 786, 717, 868)
story3-headline-accent: ಸಭೆ (741, 475, 776, 506)
member-portrait-1 (14, 1168, 130, 1308)
story2-headline-line1: ಗೃಹಲಕ್ಷ್ಮೀ ಹಣ ಕೂಡಿಟ್ಟು (16, 428, 144, 447)
story9-column-1 (390, 1414, 566, 1526)
story7-headline: ಕರ್ನಾಟಕ ರಾಜ್ಯ ಯುವ ಒಕ್ಕೂಟಕ್ಕೆ ನೇಮಕ (10, 1124, 377, 1164)
column-divider (246, 786, 247, 1116)
member-portrait-2 (136, 1168, 252, 1308)
section-divider (10, 1120, 935, 1122)
story2-headline-line2: ಸೊಸೆಗೆ (16, 452, 54, 471)
column-divider (246, 422, 247, 777)
story6-byline: ▪ ಬದಲಾವಣೆ ಸುದ್ದಿ (728, 844, 836, 856)
story9-headline: ಕುಷ್ಟಗಿ: ವ್ಯಕ್ತಿಗತ ಕಾರ್ಯಕ್ರಮಗಳ ಸೌಲಭ್ಯಕ್ಕೆ ಅರ್ಜಿ ಆಹ್ವಾನ (386, 1380, 935, 1412)
story2-headline-accent: ಫ್ಯಾನ್ಸಿ ಸ್ಟೋರ್ (59, 452, 133, 471)
story4-headline (16, 790, 238, 862)
story7-column-1 (14, 1312, 192, 1528)
story1-column-1 (24, 150, 189, 412)
story1-body (10, 120, 935, 412)
story2-lead-text: ಇತ್ತೀಚೆಗಷ್ಟೇ ಗೃಹಲಕ್ಷ್ಮಿ ಯೋಜನೆಯ ಹಣವನ್ನು ಕೂಡಿಟ್ಟ ಅಜ್ಜಿಯೊಬ್ಬರು ಇಡೀ ಊರಿಗೆ ಹೋಳಿಗೆ ಊಟ ಹಾಕಿಸಿದ ಸುದ್ದಿ ಕೇಳಿದ್ದೀರಿ, ಇದೀಗ (16, 527, 131, 573)
story5-headline-line1: ಮಹಿಳಾ ಟಿ20 ವಿಶ್ವಕಪ್‌ನ ಪರಿಷ್ಕೃತ ವೇಳಾಪಟ್ಟಿ (331, 797, 638, 821)
story7-body (10, 1168, 377, 1528)
